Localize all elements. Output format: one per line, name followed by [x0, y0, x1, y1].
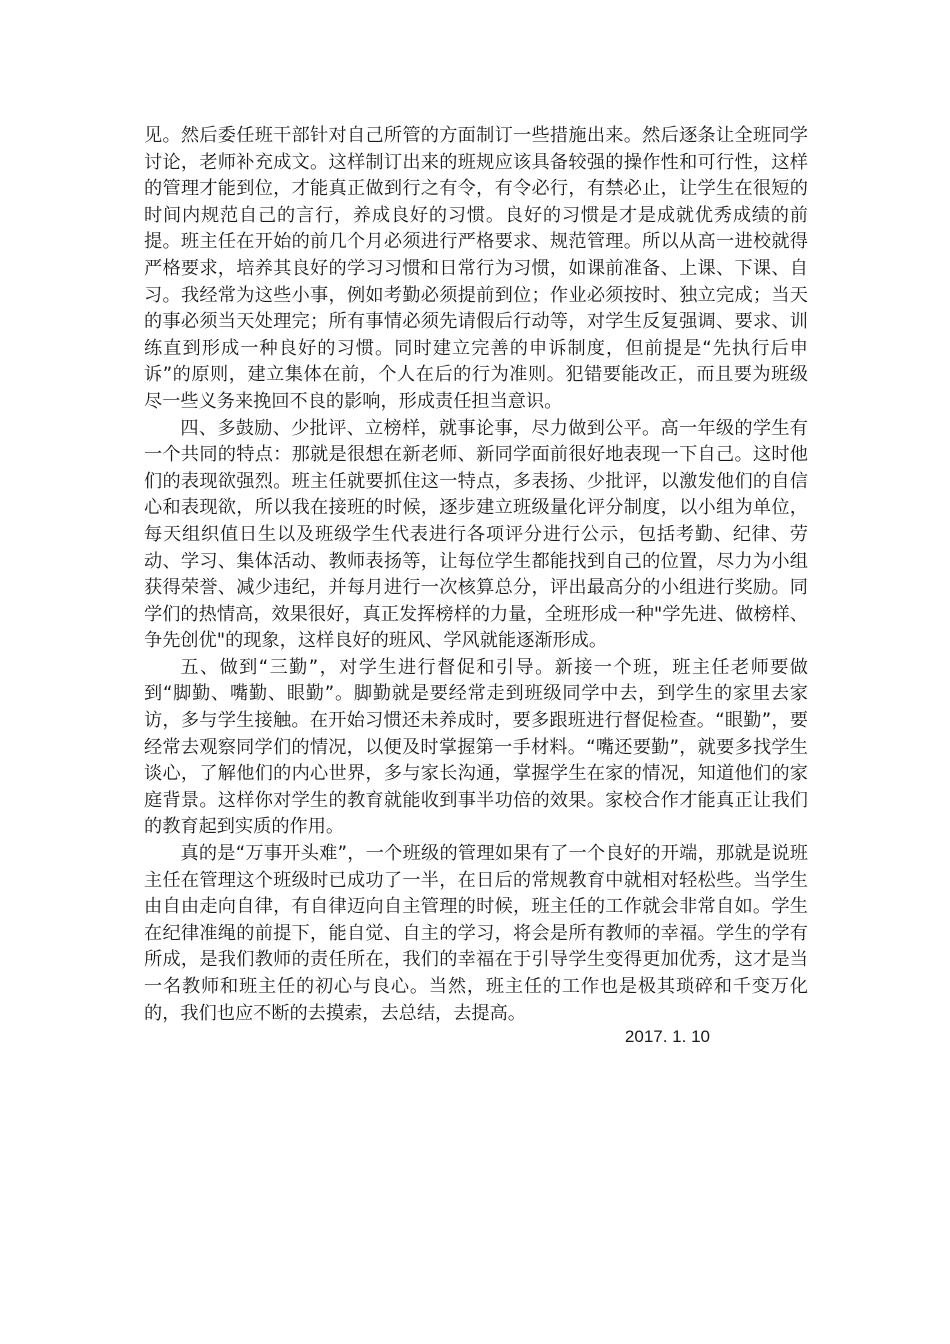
paragraph-3: 五、做到“三勤”，对学生进行督促和引导。新接一个班，班主任老师要做到“脚勤、嘴勤、眼勤”。脚勤就是要经常走到班级同学中去，到学生的家里去家访，多与学生接触。在开始习惯还未养成时，要多跟班进行督促检查。“眼勤”，要经常去观察同学们的情况，以便及时掌握第一手材料。“嘴还要勤”，就要多找学生谈心，了解他们的内心世界，多与家长沟通，掌握学生在家的情况，知道他们的家庭背景。这样你对学生的教育就能收到事半功倍的效果。家校合作才能真正让我们的教育起到实质的作用。: [144, 656, 808, 838]
document-body: [144, 123, 808, 1027]
paragraph-2: 四、多鼓励、少批评、立榜样，就事论事，尽力做到公平。高一年级的学生有一个共同的特点：那就是很想在新老师、新同学面前很好地表现一下自己。这时他们的表现欲强烈。班主任就要抓住这一特点，多表扬、少批评，以激发他们的自信心和表现欲，所以我在接班的时候，逐步建立班级量化评分制度，以小组为单位，每天组织值日生以及班级学生代表进行各项评分进行公示，包括考勤、纪律、劳动、学习、集体活动、教师表扬等，让每位学生都能找到自己的位置，尽力为小组获得荣誉、减少违纪，并每月进行一次核算总分，评出最高分的小组进行奖励。同学们的热情高，效果很好，真正发挥榜样的力量，全班形成一种"学先进、做榜样、争先创优"的现象，这样良好的班风、学风就能逐渐形成。: [144, 417, 808, 652]
paragraph-1: 见。然后委任班干部针对自己所管的方面制订一些措施出来。然后逐条让全班同学讨论，老师补充成文。这样制订出来的班规应该具备较强的操作性和可行性，这样的管理才能到位，才能真正做到行之有令，有令必行，有禁必止，让学生在很短的时间内规范自己的言行，养成良好的习惯。良好的习惯是才是成就优秀成绩的前提。班主任在开始的前几个月必须进行严格要求、规范管理。所以从高一进校就得严格要求，培养其良好的学习习惯和日常行为习惯，如课前准备、上课、下课、自习。我经常为这些小事，例如考勤必须提前到位；作业必须按时、独立完成；当天的事必须当天处理完；所有事情必须先请假后行动等，对学生反复强调、要求、训练直到形成一种良好的习惯。同时建立完善的申诉制度，但前提是“先执行后申诉”的原则，建立集体在前，个人在后的行为准则。犯错要能改正，而且要为班级尽一些义务来挽回不良的影响，形成责任担当意识。: [144, 125, 808, 412]
document-date: 2017. 1. 10: [624, 1027, 710, 1046]
paragraph-4: 真的是“万事开头难”，一个班级的管理如果有了一个良好的开端，那就是说班主任在管理这个班级时已成功了一半，在日后的常规教育中就相对轻松些。当学生由自由走向自律，有自律迈向自主管理的时候，班主任的工作就会非常自如。学生在纪律准绳的前提下，能自觉、自主的学习，将会是所有教师的幸福。学生的学有所成，是我们教师的责任所在，我们的幸福在于引导学生变得更加优秀，这才是当一名教师和班主任的初心与良心。当然，班主任的工作也是极其琐碎和千变万化的，我们也应不断的去摸索，去总结，去提高。: [144, 843, 808, 1024]
